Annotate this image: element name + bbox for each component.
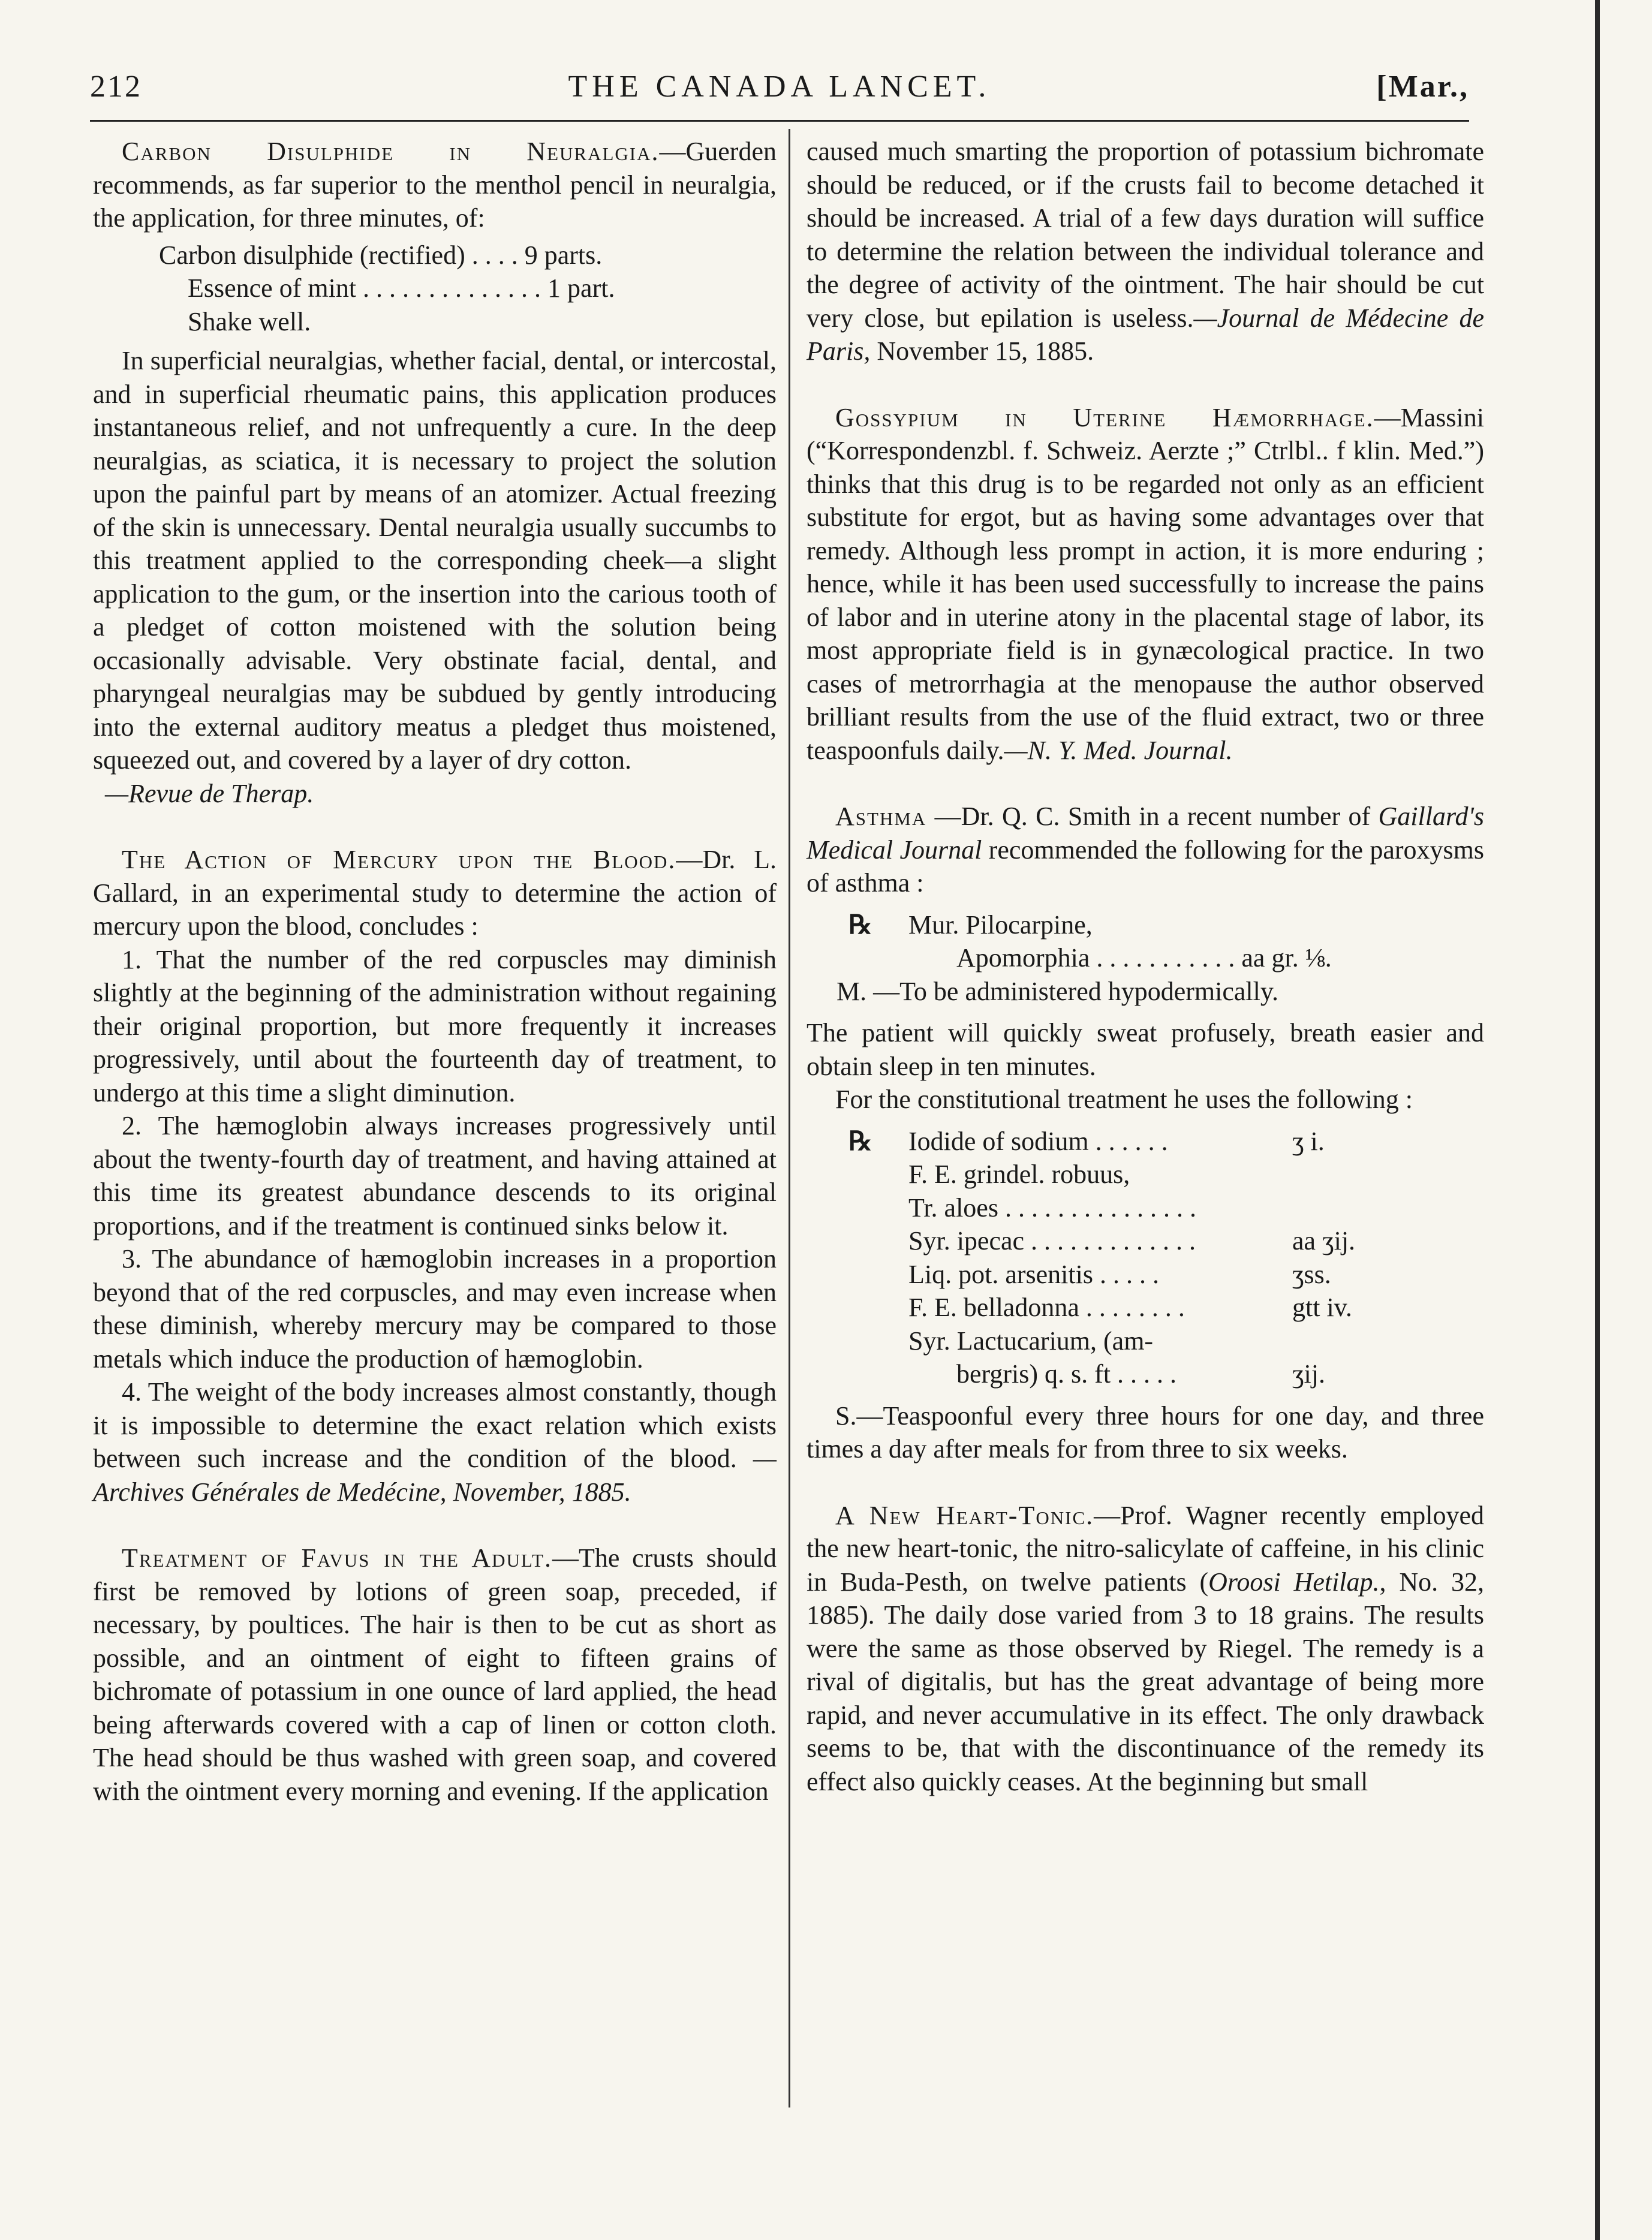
rx-quantity: gtt iv. — [1292, 1293, 1352, 1322]
page-number: 212 — [90, 70, 142, 104]
journal-name: Gaillard's Medical Journal — [807, 802, 1484, 865]
rx-quantity: ʒ i. — [1292, 1126, 1325, 1156]
conclusion-1: 1. That the number of the red corpuscles may diminish slightly at the beginning of the administration without regaining their original proportion, but more frequently it increases progressively, until about the fourteenth day of treatment, to undergo at this time a slight diminution. — [93, 944, 777, 1107]
rx-drug: Syr. Lactucarium, (am- — [908, 1326, 1154, 1356]
issue-month: [Mar., — [1376, 70, 1469, 104]
article-intro: —Dr. Q. C. Smith in a recent number of — [926, 802, 1379, 831]
conclusion-3: 3. The abundance of hæmoglobin increases in a proportion beyond that of the red corpuscles, and may even increase when these diminish, whereby mercury may be compared to those metals which induce the production of hæmoglobin. — [93, 1244, 777, 1374]
rx-drug: Tr. aloes . . . . . . . . . . . . . . . — [908, 1193, 1196, 1223]
rx-quantity: aa ʒij. — [1292, 1226, 1356, 1256]
rx-row — [848, 1324, 1484, 1358]
article-intro: —Guerden recommends, as far superior to the menthol pencil in neuralgia, the application, for three minutes, of: — [93, 137, 777, 233]
rx-drug: F. E. grindel. robuus, — [908, 1160, 1130, 1189]
article-source: —N. Y. Med. Journal. — [1004, 735, 1233, 765]
rx-quantity — [1292, 1191, 1412, 1225]
prescription-1 — [836, 908, 1484, 1008]
rx-row — [848, 1357, 1484, 1391]
article-heading: Asthma — [835, 802, 927, 831]
article-favus-continued — [807, 135, 1484, 368]
conclusion-2: 2. The hæmoglobin always increases progressively until about the twenty-fourth day of treatment, and having attained at this time its greatest abundance descends to its original proportions, and if the treatment is continued sinks below it. — [93, 1111, 777, 1241]
recipe-line: Shake well. — [188, 306, 311, 336]
left-column — [93, 135, 777, 1841]
rx-instruction: M. —To be administered hypodermically. — [836, 976, 1278, 1006]
article-text: The patient will quickly sweat profusely, breath easier and obtain sleep in ten minutes. — [807, 1018, 1484, 1081]
article-heading: The Action of Mercury upon the Blood. — [122, 845, 676, 874]
article-body: —The crusts should first be removed by lotions of green soap, preceded, if necessary, by poultices. The hair is then to be cut as short as possible, and an ointment of eight to fifteen grains of bichromate of potassium in one ounce of lard applied, the head being afterwards covered with a cap of linen or cotton cloth. The head should be thus washed with green soap, and covered with the ointment every morning and evening. If the application — [93, 1543, 777, 1806]
rx-drug: F. E. belladonna . . . . . . . . — [908, 1293, 1185, 1322]
article-heading: Gossypium in Uterine Hæmorrhage. — [835, 402, 1374, 432]
rx-quantity: ʒij. — [1292, 1359, 1325, 1389]
rx-quantity — [1292, 1158, 1412, 1191]
conclusion-4: 4. The weight of the body increases almost constantly, though it is impossible to determine the exact relation which exists between such increase and the condition of the blood. — [93, 1377, 777, 1473]
article-heading: A New Heart-Tonic. — [835, 1500, 1094, 1530]
rx-line: Mur. Pilocarpine, — [908, 910, 1093, 940]
rx-row — [848, 1158, 1484, 1191]
article-favus — [93, 1541, 777, 1808]
rx-symbol: ℞ — [848, 910, 872, 940]
article-heading: Carbon Disulphide in Neuralgia. — [122, 137, 660, 166]
article-source: —Revue de Therap. — [105, 778, 314, 808]
journal-name: Oroosi Hetilap. — [1208, 1567, 1380, 1597]
article-intro: recommended the following for the paroxysms of asthma : — [807, 835, 1484, 898]
article-intro: —Dr. L. Gallard, in an experimental study to determine the action of mercury upon the blood, concludes : — [93, 845, 777, 941]
column-divider — [789, 129, 790, 2107]
rx-drug: Iodide of sodium . . . . . . — [908, 1126, 1168, 1156]
article-source: —Journal de Médecine de Paris, — [807, 303, 1484, 366]
running-header — [90, 69, 1469, 117]
rx-line: Apomorphia . . . . . . . . . . . aa gr. ⅛. — [956, 943, 1332, 973]
rx-quantity: ʒss. — [1292, 1259, 1331, 1289]
rx-drug: Liq. pot. arsenitis . . . . . — [908, 1259, 1159, 1289]
right-column — [807, 135, 1484, 1831]
prescription-2 — [848, 1125, 1484, 1391]
header-rule — [90, 120, 1469, 122]
rx-quantity — [1292, 1324, 1412, 1358]
article-heart-tonic — [807, 1499, 1484, 1799]
rx-drug: Syr. ipecac . . . . . . . . . . . . . — [908, 1226, 1196, 1256]
recipe-line: Essence of mint . . . . . . . . . . . . . . 1 part. — [188, 273, 615, 303]
article-body: , No. 32, 1885). The daily dose varied from 3 to 18 grains. The results were the same as those observed by Riegel. The remedy is a rival of digitalis, but has the great advantage of being more rapid, and never accumulative in its effect. The only drawback seems to be, that with the discontinuance of the remedy its effect also quickly ceases. At the beginning but small — [807, 1567, 1484, 1796]
rx-row — [848, 1258, 1484, 1291]
article-source: —Archives Générales de Medécine, November, 1885. — [93, 1444, 777, 1507]
article-mercury-blood — [93, 843, 777, 1509]
journal-title: THE CANADA LANCET. — [568, 70, 991, 104]
article-heading: Treatment of Favus in the Adult. — [122, 1543, 552, 1573]
recipe-line: Carbon disulphide (rectified) . . . . 9 parts. — [159, 240, 603, 270]
article-carbon-disulphide — [93, 135, 777, 810]
scan-margin-edge — [1595, 0, 1600, 2240]
rx-symbol: ℞ — [848, 1126, 872, 1156]
recipe — [159, 239, 777, 339]
article-gossypium — [807, 401, 1484, 767]
rx-drug: bergris) q. s. ft . . . . . — [956, 1359, 1177, 1389]
rx-row — [848, 1291, 1484, 1324]
article-body: caused much smarting the proportion of potassium bichromate should be reduced, or if the crusts fail to become detached it should be increased. A trial of a few days duration will suffice to determine the relation between the individual tolerance and the degree of activity of the ointment. The hair should be cut very close, but epilation is useless. — [807, 137, 1484, 333]
rx-signa: S.—Teaspoonful every three hours for one day, and three times a day after meals for from three to six weeks. — [807, 1401, 1484, 1464]
article-body: —Massini (“Korrespondenzbl. f. Schweiz. Aerzte ;” Ctrlbl.. f klin. Med.”) thinks that this drug is to be regarded not only as an efficient substitute for ergot, but as having some advantages over that remedy. Although less prompt in action, it is more enduring ; hence, while it has been used successfully to increase the pains of labor and in uterine atony in the placental stage of labor, its most appropriate field is in gynæcological practice. In two cases of metrorrhagia at the menopause the author observed brilliant results from the use of the fluid extract, two or three teaspoonfuls daily. — [807, 402, 1484, 765]
article-text: For the constitutional treatment he uses the following : — [835, 1085, 1413, 1114]
article-body: —Prof. Wagner recently employed the new heart-tonic, the nitro-salicylate of caffeine, in his clinic in Buda-Pesth, on twelve patients ( — [807, 1500, 1484, 1597]
rx-row — [848, 1191, 1484, 1225]
rx-row — [848, 1224, 1484, 1258]
article-asthma — [807, 800, 1484, 1466]
article-date: November 15, 1885. — [870, 336, 1094, 366]
rx-row — [848, 1125, 1484, 1158]
article-body: In superficial neuralgias, whether facial, dental, or intercostal, and in superficial rheumatic pains, this application produces instantaneous relief, and not unfrequently a cure. In the deep neuralgias, as sciatica, it is necessary to project the solution upon the painful part by means of an atomizer. Actual freezing of the skin is unnecessary. Dental neuralgia usually succumbs to this treatment applied to the corresponding cheek—a slight application to the gum, or the insertion into the carious tooth of a pledget of cotton moistened with the solution being occasionally advisable. Very obstinate facial, dental, and pharyngeal neuralgias may be subdued by gently introducing into the external auditory meatus a pledget thus moistened, squeezed out, and covered by a layer of dry cotton. — [93, 346, 777, 775]
